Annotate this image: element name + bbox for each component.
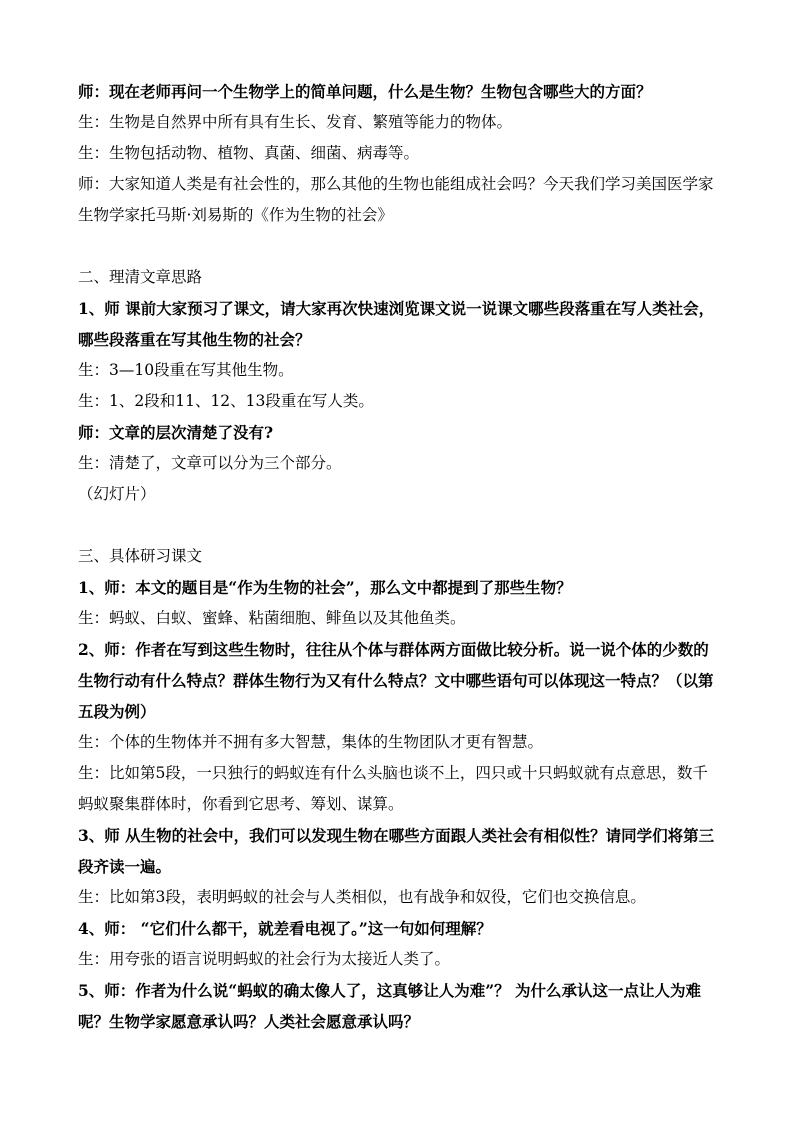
- teacher-question-1-title: 1、师：本文的题目是“作为生物的社会”，那么文中都提到了那些生物？: [78, 578, 572, 597]
- teacher-question-what-is-life: 师：现在老师再问一个生物学上的简单问题，什么是生物？生物包含哪些大的方面？: [78, 82, 652, 101]
- student-answer-categories: 生：生物包括动物、植物、真菌、细菌、病毒等。: [78, 144, 420, 162]
- teacher-question-5-embarrassing: 5、师：作者为什么说“蚂蚁的确太像人了，这真够让人为难”？ 为什么承认这一点让人为难呢？生物学家愿意承认吗？人类社会愿意承认吗？: [78, 981, 702, 1031]
- student-answer-paragraph-5: 生：比如第5段，一只独行的蚂蚁连有什么头脑也谈不上，四只或十只蚂蚁就有点意思，数千蚂蚁聚集群体时，你看到它思考、筹划、谋算。: [78, 764, 708, 813]
- student-answer-paragraph-3: 生：比如第3段，表明蚂蚁的社会与人类相似，也有战争和奴役，它们也交换信息。: [78, 888, 646, 906]
- teacher-question-clarity: 师：文章的层次清楚了没有?: [78, 423, 274, 442]
- teacher-introduction: 师：大家知道人类是有社会性的，那么其他的生物也能组成社会吗？今天我们学习美国医学家生物学家托马斯·刘易斯的《作为生物的社会》: [78, 175, 714, 224]
- student-answer-wisdom: 生：个体的生物体并不拥有多大智慧，集体的生物团队才更有智慧。: [78, 733, 544, 751]
- section-heading-2: 二、理清文章思路: [78, 268, 203, 286]
- teacher-question-2-individual-group: 2、师：作者在写到这些生物时，往往从个体与群体两方面做比较分析。说一说个体的少数的生物行动有什么特点？群体生物行为又有什么特点？文中哪些语句可以体现这一特点？（以第五段为例）: [78, 640, 714, 721]
- document-page: [78, 76, 718, 1037]
- student-answer-creatures: 生：蚂蚁、白蚁、蜜蜂、粘菌细胞、鲱鱼以及其他鱼类。: [78, 609, 466, 627]
- student-answer-humans: 生：1、2段和11、12、13段重在写人类。: [78, 392, 374, 410]
- student-answer-three-parts: 生：清楚了，文章可以分为三个部分。: [78, 454, 342, 472]
- slide-note: （幻灯片）: [78, 485, 156, 503]
- teacher-question-4-television: 4、师： “它们什么都干，就差看电视了。”这一句如何理解？: [78, 919, 492, 938]
- student-answer-other-life: 生：3—10段重在写其他生物。: [78, 361, 294, 379]
- teacher-question-1-structure: 1、师 课前大家预习了课文，请大家再次快速浏览课文说一说课文哪些段落重在写人类社会，哪些段落重在写其他生物的社会？: [78, 299, 715, 349]
- blank-line: [78, 510, 718, 541]
- teacher-question-3-similarity: 3、师 从生物的社会中，我们可以发现生物在哪些方面跟人类社会有相似性？请同学们将第三段齐读一遍。: [78, 826, 715, 876]
- blank-line: [78, 231, 718, 262]
- student-answer-definition: 生：生物是自然界中所有具有生长、发育、繁殖等能力的物体。: [78, 113, 513, 131]
- section-heading-3: 三、具体研习课文: [78, 547, 203, 565]
- student-answer-exaggeration: 生：用夸张的语言说明蚂蚁的社会行为太接近人类了。: [78, 950, 451, 968]
